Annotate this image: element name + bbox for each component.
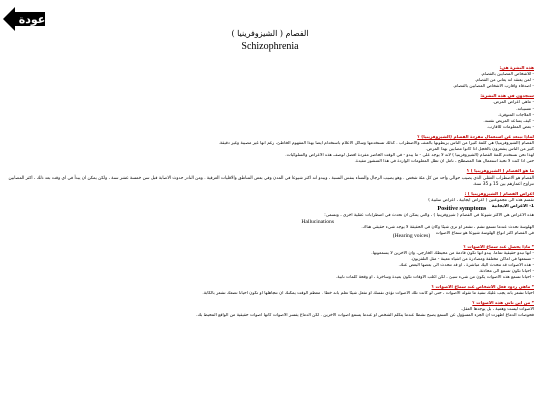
paragraph-line: - تسمعها في اماكن مختلفة ومصادرة من اشياء معينة - مثل التلفزيون.	[410, 256, 534, 262]
section-heading-symptoms: اعراض الفصام ( الشيزوفرينيا ) :	[464, 191, 534, 197]
paragraph-line: - انها تبدو حقيقية تماما. يبدو انها تكون قادمة من محيطك الخارجي، وان الاخرين لا يسمعونها.	[371, 250, 534, 256]
paragraph-line: لهذا نحن نستخدم كلمة الفصام (الشيزوفرينيا ) لانه لا يوجد على - ما يبدو - في الوقت الحاضر مفردة افضل لوصف هذه الاعراض والسلوكيات.	[285, 153, 534, 159]
audience-item: - للأشخاص المصابين بالفصام.	[480, 72, 534, 78]
paragraph-line: الفصام هو الاضطراب العقلي الذي يصيب حوالي واحد من كل مئة شخص . وهو يصيب الرجال والنساء بنفس النسبة ، ويبدو انه اكثر شيوعا في المدن وفي بعض المناطق والاقليات العرقية . ومن النادر حدوث الاصابة قبل سن خمسة عشر سنة ، ولكن يمكن ان يبدأ في اي وقت بعد ذلك ، اكثر المصابين تتراوح اعمارهم بين 15 و 35 سنة.	[8, 175, 534, 187]
paragraph-line: احيانا تشعر بانه يجب عليك تنفيذ ما تقوله الاصوات ، حتى لو كانت تلك الاصوات تؤذي نفسك او تفعل شيئا تعلم بانه خطأ . معظم الوقت يمكنك ان تتجاهلها او تكون احيانا تضعك تشعر بالكآبة.	[202, 291, 534, 297]
paragraph-line: الفصام (الشيزوفرينيا) هي كلمة كثيرا من الناس يربطونها بالعنف والاضطراب . كذلك تستخدمها وسائل الاعلام باستخدام ايضا بهذا المفهوم الخاطئ، رغم انها غير مصيبة وغير دقيقة.	[218, 141, 534, 147]
page-title-arabic: الفصام ( الشيزوفرينيا )	[231, 29, 309, 38]
section-heading-what-is: ما هو الفصام ( الشيزوفرينيا ) ؟	[466, 169, 534, 175]
section-heading-hearing-voices: * ماذا يحصل عند سماع الاصوات ؟	[463, 244, 534, 250]
back-button-label: عودة	[18, 13, 46, 26]
article-body	[6, 66, 534, 320]
contents-item: - مسبباته.	[516, 106, 534, 112]
paragraph-line: - احيانا تكون تسمع الى محادثة.	[478, 268, 534, 274]
section-heading-contents: ستجدون في هذه النشرة:	[480, 94, 534, 100]
subheading-positive-ar: 1- الاعراض الايجابية	[491, 203, 534, 209]
contents-item: - ماهي أعراض المرض.	[492, 100, 534, 106]
hallucinations-term: Hallucinations	[301, 219, 334, 226]
paragraph-line: تقسم هذه الى مجموعتين ( اعراض ايجابية ، اعراض سلبية )	[428, 197, 534, 203]
contents-item: - العلاجات المتوفرة.	[498, 112, 534, 118]
audience-item: - أصدقاء وأقارب الأشخاص المصابين بالفصام.	[453, 84, 534, 90]
paragraph-line: - هذه الاصوات قد تتحدث اليك مباشرة ، او قد تتحدث الى بعضها البعض عنك.	[398, 262, 534, 268]
contents-item: - بعض المعلومات للأقارب.	[486, 124, 534, 130]
hearing-voices-term: (Hearing voices)	[392, 233, 431, 240]
section-heading-reactions: * ماهي ردود فعل الاشخاص عند سماع الاصوات ؟	[431, 285, 534, 291]
paragraph-line: في الفصام اكثر انواع الهلوسة شيوعا هو سماع الاصوات	[435, 231, 534, 237]
paragraph-line: الاصوات ليست وهمية ، بل يوجدها العقل.	[460, 307, 534, 313]
subheading-positive-en: Positive symptoms	[437, 204, 487, 212]
section-heading-why-avoid-term: لماذا تبتعد عن استعمال مفردة الفصام (الشيزوفرينيا) ؟	[417, 134, 534, 140]
paragraph-line: الهلوسة تحدث عندما تسمع تشم ، تشعر او ترى شيئا وكان في الحقيقة لا يوجد شيء حقيقي هناك.	[361, 225, 534, 231]
contents-item: - كيف يساعد المريض نفسه.	[483, 118, 534, 124]
audience-item: - لمن يعتقد أنه يعاني من الفصام.	[474, 78, 534, 84]
paragraph-line: حتى اذا كنت لا تحبذ استعمال هذا المصطلح ، نأمل ان تظل المعلومات الواردة في هذا المنشور مفيدة.	[354, 159, 534, 165]
section-heading-audience: هذه النشرة هي:	[499, 66, 534, 71]
paragraph-line: هذه الاعراض هي الاكثر شيوعا في الفصام ( شيزوفرينيا ) ، والتي يمكن ان تحدث في اضطرابات عقلية اخرى ، وتسمى:	[324, 213, 534, 219]
section-heading-voice-origin: * من اين تأتي هذه الاصوات ؟	[472, 301, 534, 307]
paragraph-line: كثير من الناس يشعرون بالخجل اذا كانوا مصابين بهذا المرض.	[425, 147, 534, 153]
paragraph-line: فحوصات الدماغ اظهرت ان الجزء المسؤول عن السمع يصبح نشطا عندما يتكلم الشخص او عندما يسمع اصوات الاخرين . لكن الدماغ يفسر الاصوات كانها اصوات حقيقية من الواقع المحيط بك.	[196, 313, 534, 319]
paragraph-line: - احيانا تسمع هذه الاصوات يكون من شيء سيئ ، لكن اغلب الاوقات تكون بعيدة وساخرة ، او وقحة كلمات نابية.	[335, 275, 534, 280]
page-title-english: Schizophrenia	[241, 41, 299, 52]
